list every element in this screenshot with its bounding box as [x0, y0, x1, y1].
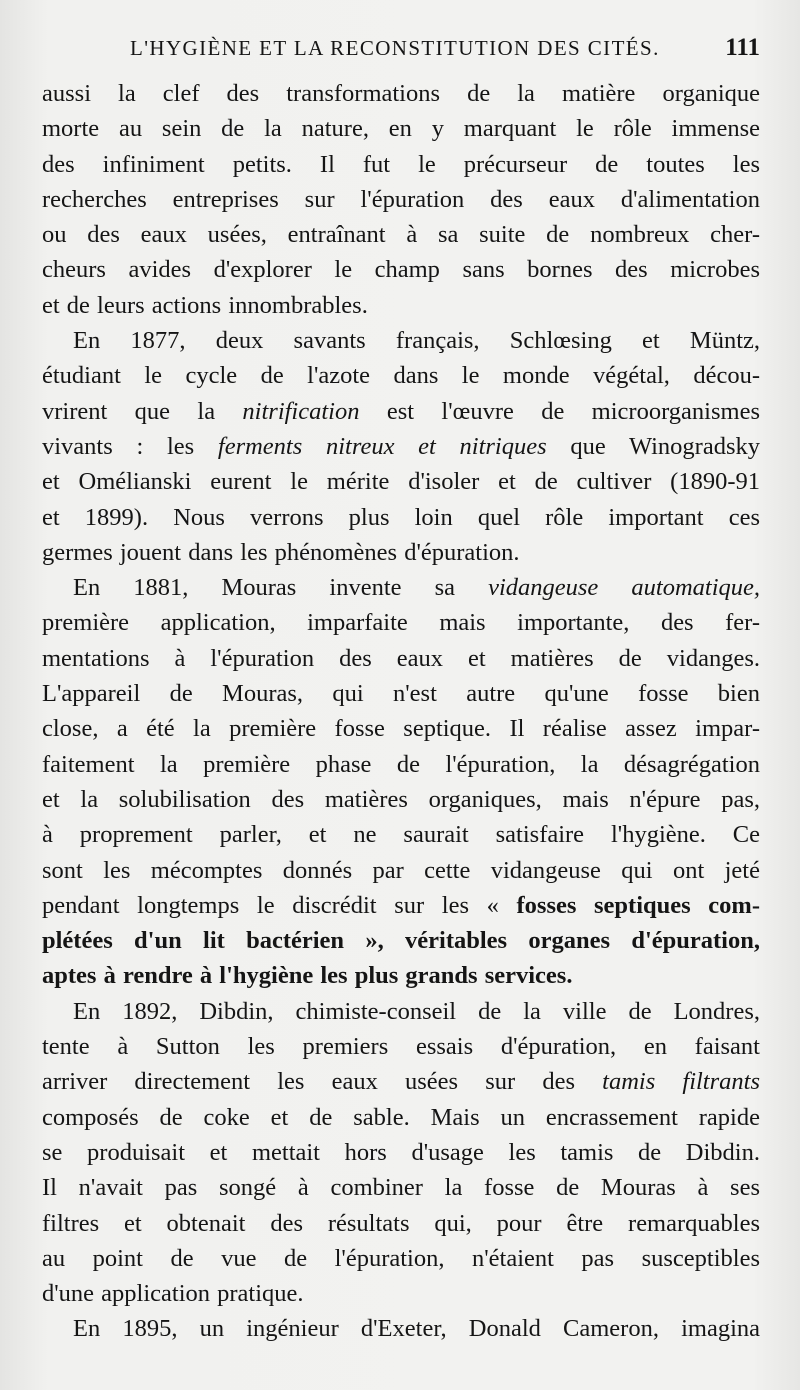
- running-header: [48, 34, 760, 62]
- text-line: aussi la clef des transformations de la matière organique: [42, 80, 760, 107]
- text-line: L'appareil de Mouras, qui n'est autre qu'une fosse bien: [42, 680, 760, 708]
- italic-term: nitrification: [242, 397, 360, 425]
- text-line: sont les mécomptes donnés par cette vidangeuse qui ont jeté: [42, 856, 760, 884]
- text-line: arriver directement les eaux usées sur des tamis filtrants: [42, 1068, 760, 1096]
- text-line: vrirent que la nitrification est l'œuvre de microorganismes: [42, 397, 760, 425]
- bold-phrase: fosses septiques com-: [516, 891, 760, 919]
- text-line: se produisait et mettait hors d'usage les tamis de Dibdin.: [42, 1138, 760, 1166]
- text-line: première application, imparfaite mais importante, des fer-: [42, 609, 760, 637]
- text-line: morte au sein de la nature, en y marquant le rôle immense: [42, 115, 760, 143]
- text-line: ou des eaux usées, entraînant à sa suite de nombreux cher-: [42, 221, 760, 249]
- italic-term: vidangeuse automatique,: [488, 574, 760, 602]
- text-line: plétées d'un lit bactérien », véritables organes d'épuration,: [42, 927, 760, 955]
- text-line: vivants : les ferments nitreux et nitriques que Winogradsky: [42, 432, 760, 460]
- text-line: close, a été la première fosse septique. Il réalise assez impar-: [42, 715, 760, 743]
- text-line: En 1892, Dibdin, chimiste-conseil de la ville de Londres,: [73, 997, 760, 1025]
- text-line: au point de vue de l'épuration, n'étaient pas susceptibles: [42, 1244, 760, 1272]
- text-line: étudiant le cycle de l'azote dans le monde végétal, décou-: [42, 362, 760, 390]
- text-line: des infiniment petits. Il fut le précurseur de toutes les: [42, 150, 760, 178]
- text-line: En 1877, deux savants français, Schlœsing et Müntz,: [73, 327, 760, 355]
- text-line: et 1899). Nous verrons plus loin quel rôle important ces: [42, 503, 760, 531]
- text-line: En 1881, Mouras invente sa vidangeuse automatique,: [73, 574, 760, 602]
- text-line: aptes à rendre à l'hygiène les plus grands services.: [42, 962, 573, 990]
- text-line: cheurs avides d'explorer le champ sans bornes des microbes: [42, 256, 760, 284]
- text-line: En 1895, un ingénieur d'Exeter, Donald Cameron, imagina: [73, 1315, 760, 1343]
- body-text: [42, 76, 760, 1347]
- text-line: filtres et obtenait des résultats qui, pour être remarquables: [42, 1209, 760, 1237]
- text-line: d'une application pratique.: [42, 1280, 304, 1308]
- text-line: Il n'avait pas songé à combiner la fosse de Mouras à ses: [42, 1174, 760, 1202]
- page-number: 111: [725, 34, 760, 61]
- italic-term: tamis filtrants: [602, 1068, 760, 1096]
- text-line: et la solubilisation des matières organiques, mais n'épure pas,: [42, 785, 760, 813]
- text-line: recherches entreprises sur l'épuration des eaux d'alimentation: [42, 185, 760, 213]
- text-line: faitement la première phase de l'épuration, la désagrégation: [42, 750, 760, 778]
- text-line: et Omélianski eurent le mérite d'isoler et de cultiver (1890-91: [42, 468, 760, 496]
- text-line: pendant longtemps le discrédit sur les « fosses septiques com-: [42, 891, 760, 919]
- text-line: à proprement parler, et ne saurait satisfaire l'hygiène. Ce: [42, 821, 760, 849]
- text-line: germes jouent dans les phénomènes d'épuration.: [42, 538, 520, 566]
- text-line: et de leurs actions innombrables.: [42, 291, 368, 319]
- text-line: tente à Sutton les premiers essais d'épuration, en faisant: [42, 1033, 760, 1061]
- text-line: mentations à l'épuration des eaux et matières de vidanges.: [42, 644, 760, 672]
- running-title: L'HYGIÈNE ET LA RECONSTITUTION DES CITÉS.: [130, 36, 660, 60]
- italic-term: ferments nitreux et nitriques: [217, 432, 547, 460]
- text-line: composés de coke et de sable. Mais un encrassement rapide: [42, 1103, 760, 1131]
